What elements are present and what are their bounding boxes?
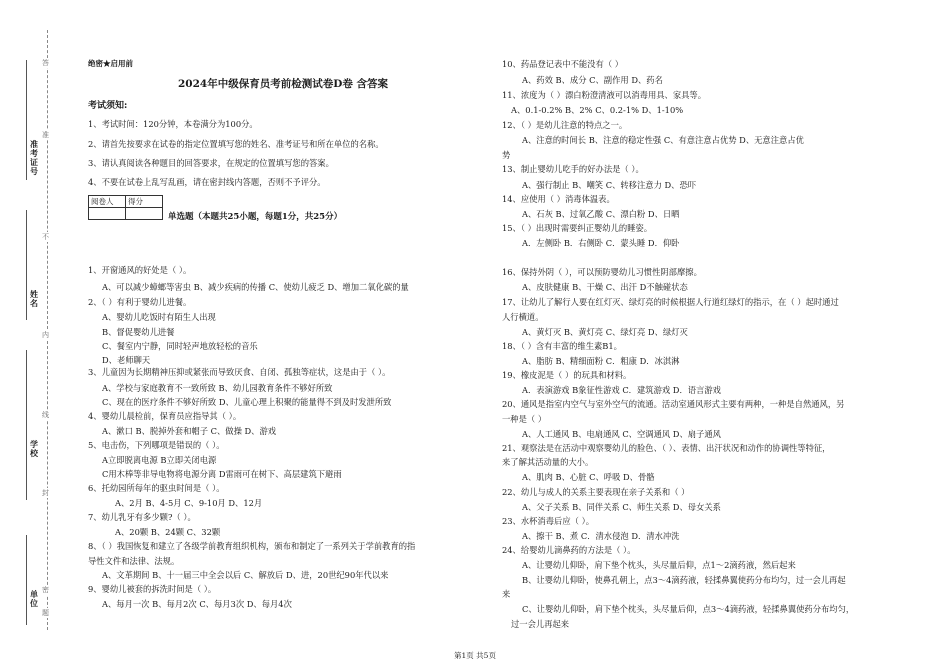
question-line: 人行横道。	[502, 312, 544, 322]
question-options: A．表演游戏 B象征性游戏 C．建筑游戏 D．语言游戏	[522, 385, 721, 395]
question-line: 17、让幼儿了解行人要在红灯灭、绿灯亮的时候根据人行道红绿灯的指示，在（ ）起时通过	[502, 297, 839, 307]
school-label: 学校	[30, 439, 38, 458]
question-options: A、每月一次 B、每月2次 C、每月3次 D、每月4次	[102, 599, 292, 609]
question-options: A、药效 B、成分 C、副作用 D、药名	[522, 75, 663, 85]
question-line: 过一会儿再起来	[511, 619, 570, 629]
question-line: 导性文件和法律、法规。	[88, 556, 180, 566]
unit-underline	[26, 535, 27, 625]
question-options: A、漱口 B、脱掉外套和帽子 C、做操 D、游戏	[102, 426, 277, 436]
question-options: A立即脱离电源 B立即关闭电源	[102, 455, 217, 465]
question-options: A、0.1-0.2% B、2% C、0.2-1% D、1-10%	[511, 105, 684, 115]
question-options: A、学校与家庭教育不一致所致 B、幼儿园教育条件不够好所致	[102, 383, 333, 393]
seal-hint: 密	[42, 586, 49, 594]
question-line: 18、（ ）含有丰富的维生素B1。	[502, 341, 622, 351]
question-line: 14、应使用（ ）消毒体温表。	[502, 194, 615, 204]
exam-id-underline	[26, 60, 27, 180]
question-options: A、强行制止 B、嘲笑 C、转移注意力 D、恐吓	[522, 180, 697, 190]
grader-cell: 阅卷人	[89, 196, 126, 208]
question-line: 16、保持外阴（ ），可以预防婴幼儿习惯性阴部摩擦。	[502, 267, 702, 277]
question-line: 1、开窗通风的好处是（ ）。	[88, 265, 192, 275]
question-options: A、可以减少蟑螂等害虫 B、减少疾病的传播 C、使幼儿疲乏 D、增加二氧化碳的量	[102, 282, 409, 292]
seal-sidebar	[0, 0, 60, 671]
question-line: 2、（ ）有利于婴幼儿进餐。	[88, 297, 192, 307]
question-options: D、老师聊天	[102, 355, 151, 365]
seal-hint: 线	[42, 411, 49, 419]
question-line: 势	[502, 150, 511, 160]
question-line: 24、给婴幼儿滴鼻药的方法是（ ）。	[502, 545, 636, 555]
question-line: 22、幼儿与成人的关系主要表现在亲子关系和（ ）	[502, 487, 690, 497]
question-options: A、父子关系 B、同伴关系 C、师生关系 D、母女关系	[522, 502, 721, 512]
question-options: A、20颗 B、24颗 C、32颗	[115, 527, 221, 537]
question-options: B、让婴幼儿仰卧，使鼻孔朝上，点3～4滴药液，轻揉鼻翼使药分布均匀，过一会儿再起	[522, 575, 846, 585]
question-line: 3、儿童因为长期精神压抑或紧张而导致厌食、自闭、孤独等症状，这是由于（ ）。	[88, 367, 391, 377]
notice-heading: 考试须知:	[88, 101, 128, 111]
question-line: 7、幼儿乳牙有多少颗?（ ）。	[88, 512, 196, 522]
seal-hint: 准	[42, 131, 49, 139]
question-line: 8、（ ）我国恢复和建立了各级学前教育组织机构，颁布和制定了一系列关于学前教育的指	[88, 541, 416, 551]
question-line: 9、婴幼儿被套的拆洗时间是（ ）。	[88, 584, 217, 594]
question-line: 10、药品登记表中不能没有（ ）	[502, 59, 624, 69]
question-options: A、脂肪 B、精细面粉 C．粗康 D．冰淇淋	[522, 356, 680, 366]
question-options: A、黄灯灭 B、黄灯亮 C、绿灯亮 D、绿灯灭	[522, 327, 688, 337]
question-options: A、注意的时间长 B、注意的稳定性强 C、有意注意占优势 D、无意注意占优	[522, 135, 804, 145]
notice-item: 3、请认真阅读各种题目的回答要求，在规定的位置填写您的答案。	[88, 158, 334, 168]
question-options: A．左侧卧 B．右侧卧 C．蒙头睡 D．仰卧	[522, 238, 680, 248]
question-line: 来	[502, 589, 511, 599]
score-blank[interactable]	[126, 208, 163, 220]
question-options: A、2月 B、4-5月 C、9-10月 D、12月	[115, 498, 263, 508]
question-options: A、肌肉 B、心脏 C、呼吸 D、骨骼	[522, 472, 655, 482]
question-options: A、皮肤健康 B、干燥 C、出汗 D不触碰状态	[522, 282, 688, 292]
score-cell: 得分	[126, 196, 163, 208]
seal-hint: 不	[42, 233, 49, 241]
question-line: 一种是（ ）	[502, 414, 547, 424]
seal-hint: 内	[42, 331, 49, 339]
unit-label: 单位	[30, 589, 38, 608]
notice-item: 1、考试时间：120分钟，本卷满分为100分。	[88, 119, 258, 129]
secret-mark: 绝密★启用前	[88, 59, 133, 68]
question-options: A、让婴幼儿仰卧，肩下垫个枕头，头尽量后仰，点1～2滴药液，然后起来	[522, 560, 796, 570]
grader-blank[interactable]	[89, 208, 126, 220]
name-underline	[26, 210, 27, 320]
question-line: 23、水杯消毒后应（ ）。	[502, 516, 595, 526]
seal-hint: 题	[42, 609, 49, 617]
question-line: 13、制止婴幼儿吃手的好办法是（ ）。	[502, 164, 644, 174]
school-underline	[26, 350, 27, 500]
question-line: 20、通风是指室内空气与室外空气的流通。活动室通风形式主要有两种，一种是自然通风，另	[502, 399, 845, 409]
question-options: A、婴幼儿吃饭时有陌生人出现	[102, 312, 216, 322]
question-options: C用木棒等非导电物将电源分离 D雷雨可在树下、高层建筑下避雨	[102, 469, 342, 479]
name-label: 姓名	[30, 289, 38, 308]
question-line: 15、（ ）出现时需要纠正婴幼儿的睡姿。	[502, 223, 653, 233]
question-options: A、石灰 B、过氧乙酸 C、漂白粉 D、日晒	[522, 209, 680, 219]
section-heading: 单选题（本题共25小题，每题1分，共25分）	[168, 212, 343, 222]
question-options: B、督促婴幼儿进餐	[102, 327, 175, 337]
notice-item: 2、请首先按要求在试卷的指定位置填写您的姓名、准考证号和所在单位的名称。	[88, 139, 384, 149]
question-line: 11、浓度为（ ）漂白粉澄清液可以消毒用具、家具等。	[502, 90, 707, 100]
page-title: 2024年中级保育员考前检测试卷D卷 含答案	[178, 78, 388, 90]
question-line: 12、（ ）是幼儿注意的特点之一。	[502, 120, 628, 130]
question-options: C、让婴幼儿仰卧，肩下垫个枕头，头尽量后仰，点3～4滴药液，轻揉鼻翼使药分布均匀，	[522, 604, 855, 614]
question-options: A、擦干 B、煮 C．清水侵泡 D．清水冲洗	[522, 531, 680, 541]
question-options: A、文革期间 B、十一届三中全会以后 C、解放后 D、进，20世纪90年代以来	[102, 570, 389, 580]
seal-hint: 答	[42, 59, 49, 67]
page-footer: 第1页 共5页	[454, 651, 496, 660]
score-table	[88, 195, 163, 220]
question-options: C、餐室内宁静，同时轻声地放轻松的音乐	[102, 341, 258, 351]
notice-item: 4、不要在试卷上乱写乱画，请在密封线内答题，否则不予评分。	[88, 177, 326, 187]
question-line: 19、橡皮泥是（ ）的玩具和材料。	[502, 370, 632, 380]
exam-id-label: 准考证号	[30, 139, 38, 176]
question-line: 4、婴幼儿晨检前，保育员应指导其（ ）。	[88, 411, 242, 421]
question-line: 来了解其活动量的大小。	[502, 457, 594, 467]
question-line: 5、电击伤，下列哪项是错误的（ ）。	[88, 440, 225, 450]
seal-hint: 封	[42, 489, 49, 497]
question-options: C、现在的医疗条件不够好所致 D、儿童心理上积聚的能量得不到及时发泄所致	[102, 397, 392, 407]
question-options: A、人工通风 B、电扇通风 C、空调通风 D、扇子通风	[522, 429, 721, 439]
question-line: 21、观察法是在活动中观察婴幼儿的脸色、（ ）、表情、出汗状况和动作的协调性等特征，	[502, 443, 831, 453]
question-line: 6、托幼园所每年的驱虫时间是（ ）。	[88, 483, 225, 493]
